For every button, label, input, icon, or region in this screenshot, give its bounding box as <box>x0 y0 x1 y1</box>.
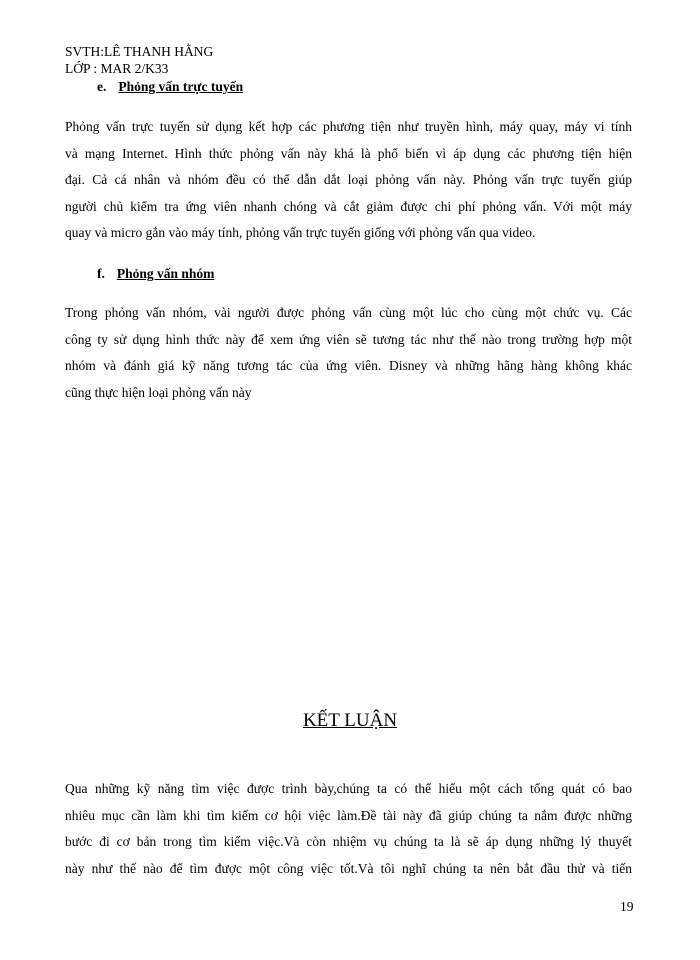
author-line: SVTH:LÊ THANH HẰNG <box>65 44 214 59</box>
paragraph-line: Phỏng vấn trực tuyến sử dụng kết hợp các phương tiện như truyền hình, máy quay, máy vi tính <box>65 119 632 134</box>
section-f-paragraph <box>65 300 632 406</box>
section-f-title: Phỏng vấn nhóm <box>116 266 215 281</box>
paragraph-line: đại. Cả cá nhân và nhóm đều có thể dẫn dắt loại phỏng vấn này. Phỏng vấn trực tuyến giúp <box>65 172 632 187</box>
paragraph-line: và mạng Internet. Hình thức phỏng vấn này khá là phổ biến vì áp dụng các phương tiện hiện <box>65 145 632 161</box>
conclusion-title: KẾT LUẬN <box>302 710 398 731</box>
paragraph-line: bước đi cơ bản trong tìm kiếm việc.Và còn nhiệm vụ chúng ta là sẽ áp dụng những lý thuyết <box>65 834 632 849</box>
conclusion-paragraph <box>65 776 632 882</box>
page-number: 19 <box>620 899 634 914</box>
paragraph-line: Trong phỏng vấn nhóm, vài người được phỏng vấn cùng một lúc cho cùng một chức vụ. Các <box>65 305 632 320</box>
section-e-heading <box>97 79 243 95</box>
section-e-marker: e. <box>97 79 107 94</box>
section-e-title: Phỏng vấn trực tuyến <box>118 79 244 94</box>
paragraph-line: nhiêu mục cần làm khi tìm kiếm cơ hội việc làm.Đề tài này đã giúp chúng ta nắm được những <box>65 807 632 823</box>
paragraph-line: quay và micro gắn vào máy tính, phỏng vấn trực tuyến giống với phỏng vấn qua video. <box>65 225 536 240</box>
paragraph-line: nhóm và đánh giá kỹ năng tương tác của ứng viên. Disney và những hãng hàng không khác <box>65 358 632 373</box>
paragraph-line: người chủ kiểm tra ứng viên nhanh chóng và cắt giảm được chi phí phỏng vấn. Với một máy <box>65 198 632 214</box>
paragraph-line: cũng thực hiện loại phỏng vấn này <box>65 384 252 400</box>
class-line: LỚP : MAR 2/K33 <box>65 61 169 76</box>
paragraph-line: Qua những kỹ năng tìm việc được trình bày,chúng ta có thể hiểu một cách tổng quát có bao <box>65 781 632 796</box>
section-f-heading <box>97 266 214 282</box>
section-f-marker: f. <box>97 266 105 281</box>
section-e-paragraph <box>65 114 632 247</box>
paragraph-line: công ty sử dụng hình thức này để xem ứng viên sẽ tương tác như thế nào trong trường hợp một <box>65 331 632 347</box>
paragraph-line: này như thế nào để tìm được một công việc tốt.Và tôi nghĩ chúng ta nên bắt đầu thử và tiến <box>65 860 632 876</box>
